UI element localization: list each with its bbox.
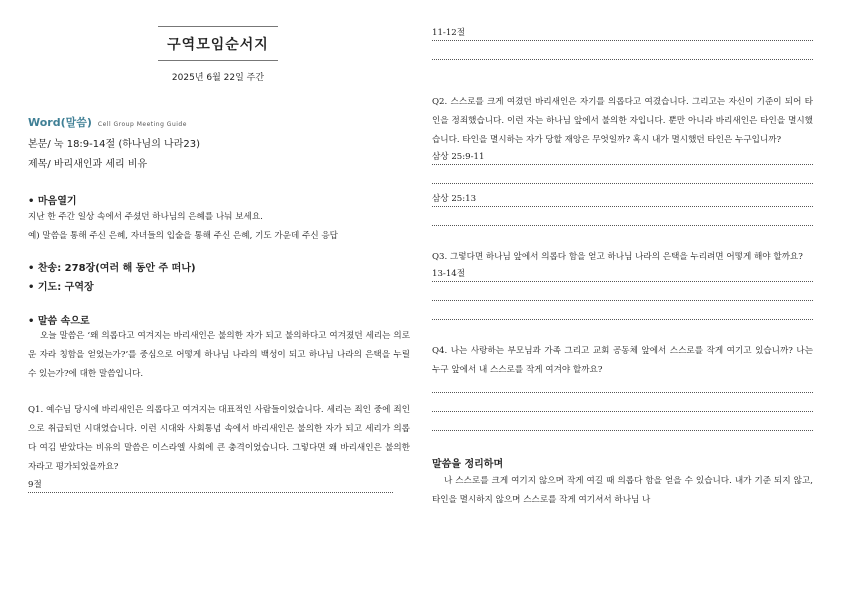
- date-line: 2025년 6월 22일 주간: [171, 73, 265, 83]
- question-1-ref: 9절: [28, 480, 42, 490]
- answer-line[interactable]: [432, 411, 813, 412]
- left-column: [28, 26, 410, 493]
- open-heart-text2: 예) 말씀을 통해 주신 은혜, 자녀들의 입술을 통해 주신 은혜, 기도 가운데 주신 응답: [28, 231, 338, 241]
- page-title: 구역모임순서지: [167, 37, 269, 53]
- question-1-ref2: 11-12절: [432, 28, 466, 38]
- question-3-ref: 13-14절: [432, 269, 466, 279]
- answer-line[interactable]: [432, 225, 813, 226]
- right-column: [432, 26, 813, 510]
- question-4: Q4. 나는 사랑하는 부모님과 가족 그리고 교회 공동체 앞에서 스스로를 작게 여기고 있습니까? 나는 누구 앞에서 내 스스로를 작게 여겨야 할까요?: [432, 346, 813, 375]
- title-block: [58, 26, 378, 83]
- answer-line[interactable]: [432, 40, 813, 41]
- closing-text: 나 스스로를 크게 여기지 않으며 작게 여길 때 의롭다 함을 얻을 수 있습니다. 내가 기준 되지 않고, 타인을 멸시하지 않으며 스스로를 작게 여기셔서 하나님 나: [432, 476, 813, 505]
- title-rule-bottom: [158, 60, 278, 61]
- word-label: Word(말씀): [28, 116, 92, 129]
- question-2: Q2. 스스로를 크게 여겼던 바리새인은 자기를 의롭다고 여겼습니다. 그리고는 자신이 기준이 되어 타인을 정죄했습니다. 이런 자는 하나님 앞에서 불의한 자입니다. 뿐만 아니라 바리새인은 타인을 멸시했습니다. 타인을 멸시하는 자가 당할 재앙은 무엇일까? 혹시 내가 멸시했던 타인은 누구입니까?: [432, 97, 813, 145]
- answer-line[interactable]: [432, 164, 813, 165]
- answer-line[interactable]: [432, 430, 813, 431]
- prayer-line: • 기도: 구역장: [28, 282, 94, 293]
- question-1: Q1. 예수님 당시에 바리새인은 의롭다고 여겨지는 대표적인 사람들이었습니다. 세리는 죄인 중에 죄인으로 취급되던 시대였습니다. 이런 시대와 사회통념 속에서 바리새인은 불의한 자가 되고 세리가 의롭다 여김 받았다는 비유의 말씀은 이스라엘 사회에 큰 충격이었습니다. 그렇다면 왜 바리새인은 불의한 자라고 평가되었을까요?: [28, 405, 410, 472]
- answer-line[interactable]: [28, 492, 393, 493]
- word-heading: [28, 111, 410, 130]
- question-2-ref1: 삼상 25:9-11: [432, 152, 485, 162]
- into-word-heading: • 말씀 속으로: [28, 316, 90, 327]
- sermon-theme: 제목/ 바리새인과 세리 비유: [28, 159, 148, 170]
- hymn-line: • 찬송: 278장(여러 해 동안 주 떠나): [28, 263, 196, 274]
- into-word-text: 오늘 말씀은 ‘왜 의롭다고 여겨지는 바리새인은 불의한 자가 되고 불의하다고 여겨졌던 세리는 의로운 자라 칭함을 얻었는가?’를 중심으로 어떻게 하나님 나라의 백성이 되고 하나님 나라의 은택을 누릴 수 있는가?에 대한 말씀입니다.: [28, 331, 410, 379]
- closing-heading: 말씀을 정리하며: [432, 459, 504, 470]
- answer-line[interactable]: [432, 59, 813, 60]
- bible-passage: 본문/ 눅 18:9-14절 (하나님의 나라23): [28, 139, 201, 150]
- answer-line[interactable]: [432, 281, 813, 282]
- question-2-ref2: 삼상 25:13: [432, 194, 477, 204]
- question-3: Q3. 그렇다면 하나님 앞에서 의롭다 함을 얻고 하나님 나라의 은택을 누리려면 어떻게 해야 할까요?: [432, 252, 803, 262]
- answer-line[interactable]: [432, 206, 813, 207]
- answer-line[interactable]: [432, 319, 813, 320]
- answer-line[interactable]: [432, 392, 813, 393]
- answer-line[interactable]: [432, 300, 813, 301]
- open-heart-text1: 지난 한 주간 일상 속에서 주셨던 하나님의 은혜를 나눠 보세요.: [28, 212, 263, 222]
- answer-line[interactable]: [432, 183, 813, 184]
- word-subtitle: Cell Group Meeting Guide: [97, 121, 187, 128]
- open-heart-heading: • 마음열기: [28, 196, 77, 207]
